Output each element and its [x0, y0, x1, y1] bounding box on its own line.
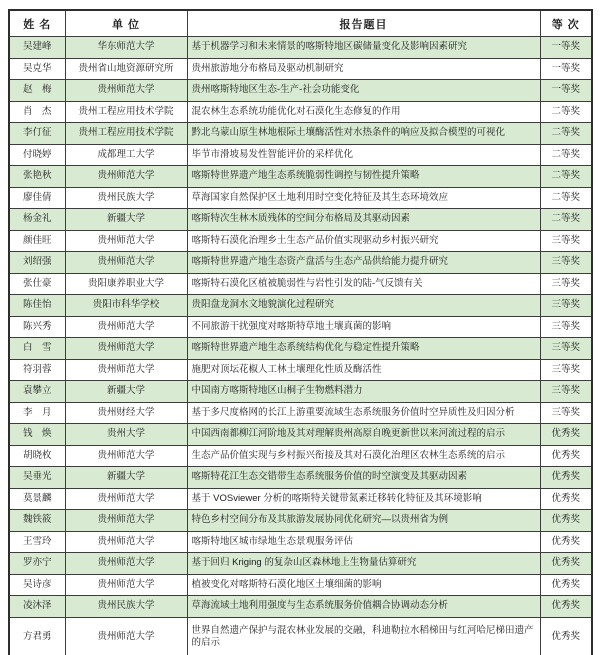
unit-cell: 贵州工程应用技术学院	[65, 123, 187, 145]
name-cell: 罗亦宁	[9, 553, 65, 575]
unit-cell: 贵州省山地资源研究所	[65, 58, 187, 80]
award-cell: 二等奖	[540, 209, 592, 231]
name-cell: 陈兴秀	[9, 316, 65, 338]
table-row	[9, 37, 592, 59]
title-cell: 基于回归 Kriging 的复杂山区森林地上生物量估算研究	[187, 553, 540, 575]
name-cell: 胡晓枚	[9, 445, 65, 467]
table-row	[9, 467, 592, 489]
title-cell: 中国西南都柳江河阶地及其对理解贵州高原自晚更新世以来河流过程的启示	[187, 424, 540, 446]
table-row	[9, 488, 592, 510]
award-cell: 二等奖	[540, 144, 592, 166]
table-row	[9, 230, 592, 252]
title-cell: 喀斯特石漠化区植被脆弱性与岩性引发的陆-气反馈有关	[187, 273, 540, 295]
table-row	[9, 316, 592, 338]
unit-cell: 贵州民族大学	[65, 596, 187, 618]
unit-cell: 贵阳康养职业大学	[65, 273, 187, 295]
name-cell: 赵 梅	[9, 80, 65, 102]
unit-cell: 贵州师范大学	[65, 359, 187, 381]
title-cell: 毕节市滑坡易发性智能评价的采样优化	[187, 144, 540, 166]
title-cell: 喀斯特花江生态交错带生态系统服务价值的时空演变及其驱动因素	[187, 467, 540, 489]
table-row	[9, 553, 592, 575]
name-cell: 李 月	[9, 402, 65, 424]
unit-cell: 贵州师范大学	[65, 553, 187, 575]
award-cell: 三等奖	[540, 273, 592, 295]
title-cell: 世界自然遗产保护与混农林业发展的交融，科迪勒拉水稻梯田与红河哈尼梯田遗产的启示	[187, 617, 540, 655]
name-cell: 方君勇	[9, 617, 65, 655]
name-cell: 颜佳旺	[9, 230, 65, 252]
title-cell: 基于机器学习和未来情景的喀斯特地区碳储量变化及影响因素研究	[187, 37, 540, 59]
table-row	[9, 252, 592, 274]
name-cell: 莫景麟	[9, 488, 65, 510]
column-header-award: 等 次	[540, 10, 592, 37]
name-cell: 白 雪	[9, 338, 65, 360]
title-cell: 特色乡村空间分布及其旅游发展协同优化研究—以贵州省为例	[187, 510, 540, 532]
award-cell: 优秀奖	[540, 553, 592, 575]
name-cell: 吴垂光	[9, 467, 65, 489]
name-cell: 张仕豪	[9, 273, 65, 295]
table-row	[9, 424, 592, 446]
title-cell: 贵州旅游地分布格局及驱动机制研究	[187, 58, 540, 80]
table-row	[9, 381, 592, 403]
title-cell: 基于 VOSviewer 分析的喀斯特关键带氮素迁移转化特征及其环境影响	[187, 488, 540, 510]
name-cell: 张艳秋	[9, 166, 65, 188]
title-cell: 不同旅游干扰强度对喀斯特草地土壤真菌的影响	[187, 316, 540, 338]
award-cell: 优秀奖	[540, 424, 592, 446]
award-cell: 一等奖	[540, 80, 592, 102]
table-row	[9, 574, 592, 596]
award-cell: 三等奖	[540, 381, 592, 403]
award-cell: 三等奖	[540, 338, 592, 360]
award-cell: 二等奖	[540, 166, 592, 188]
name-cell: 付晓婷	[9, 144, 65, 166]
award-cell: 三等奖	[540, 359, 592, 381]
award-cell: 二等奖	[540, 101, 592, 123]
unit-cell: 贵州师范大学	[65, 574, 187, 596]
title-cell: 喀斯特世界遗产地生态系统脆弱性调控与韧性提升策略	[187, 166, 540, 188]
name-cell: 刘绍强	[9, 252, 65, 274]
table-row	[9, 359, 592, 381]
unit-cell: 贵州师范大学	[65, 316, 187, 338]
award-cell: 三等奖	[540, 252, 592, 274]
table-row	[9, 101, 592, 123]
table-body	[9, 37, 592, 655]
award-cell: 一等奖	[540, 37, 592, 59]
title-cell: 贵州喀斯特地区生态-生产-社会功能变化	[187, 80, 540, 102]
award-cell: 三等奖	[540, 295, 592, 317]
name-cell: 廖佳倩	[9, 187, 65, 209]
title-cell: 黔北乌蒙山原生林地根际土壤酶活性对水热条件的响应及拟合模型的可视化	[187, 123, 540, 145]
table-row	[9, 402, 592, 424]
title-cell: 草海国家自然保护区土地利用时空变化特征及其生态环境效应	[187, 187, 540, 209]
title-cell: 中国南方喀斯特地区山桐子生物燃料潜力	[187, 381, 540, 403]
table-row	[9, 209, 592, 231]
name-cell: 陈佳怡	[9, 295, 65, 317]
name-cell: 凌沐泽	[9, 596, 65, 618]
name-cell: 吴诗彦	[9, 574, 65, 596]
title-cell: 基于多尺度格网的长江上游重要流域生态系统服务价值时空异质性及归因分析	[187, 402, 540, 424]
award-cell: 三等奖	[540, 316, 592, 338]
unit-cell: 贵州师范大学	[65, 338, 187, 360]
table-row	[9, 58, 592, 80]
name-cell: 符羽蓉	[9, 359, 65, 381]
table-row	[9, 510, 592, 532]
title-cell: 草海流域土地利用强度与生态系统服务价值耦合协调动态分析	[187, 596, 540, 618]
award-cell: 优秀奖	[540, 488, 592, 510]
column-header-name: 姓 名	[9, 10, 65, 37]
title-cell: 喀斯特石漠化治理乡土生态产品价值实现驱动乡村振兴研究	[187, 230, 540, 252]
name-cell: 钱 焕	[9, 424, 65, 446]
title-cell: 植被变化对喀斯特石漠化地区土壤细菌的影响	[187, 574, 540, 596]
table-row	[9, 166, 592, 188]
table-row	[9, 596, 592, 618]
unit-cell: 贵州工程应用技术学院	[65, 101, 187, 123]
unit-cell: 贵州师范大学	[65, 510, 187, 532]
table-header	[9, 10, 592, 37]
award-cell: 优秀奖	[540, 574, 592, 596]
award-cell: 优秀奖	[540, 617, 592, 655]
column-header-title: 报告题目	[187, 10, 540, 37]
table-row	[9, 617, 592, 655]
unit-cell: 贵州财经大学	[65, 402, 187, 424]
award-cell: 一等奖	[540, 58, 592, 80]
award-cell: 优秀奖	[540, 531, 592, 553]
table-row	[9, 295, 592, 317]
table-row	[9, 273, 592, 295]
unit-cell: 贵州师范大学	[65, 230, 187, 252]
unit-cell: 贵阳市科华学校	[65, 295, 187, 317]
title-cell: 喀斯特世界遗产地生态系统结构优化与稳定性提升策略	[187, 338, 540, 360]
unit-cell: 贵州大学	[65, 424, 187, 446]
unit-cell: 贵州师范大学	[65, 252, 187, 274]
table-row	[9, 445, 592, 467]
title-cell: 贵阳盘龙洞水文地貌演化过程研究	[187, 295, 540, 317]
awards-table	[8, 9, 593, 655]
unit-cell: 贵州师范大学	[65, 445, 187, 467]
title-cell: 喀斯特地区城市绿地生态景观服务评估	[187, 531, 540, 553]
title-cell: 混农林生态系统功能优化对石漠化生态修复的作用	[187, 101, 540, 123]
table-row	[9, 80, 592, 102]
award-cell: 二等奖	[540, 123, 592, 145]
table-row	[9, 187, 592, 209]
award-cell: 三等奖	[540, 230, 592, 252]
unit-cell: 新疆大学	[65, 209, 187, 231]
name-cell: 魏铁筱	[9, 510, 65, 532]
award-cell: 二等奖	[540, 187, 592, 209]
name-cell: 吴克华	[9, 58, 65, 80]
unit-cell: 华东师范大学	[65, 37, 187, 59]
title-cell: 施肥对顶坛花椒人工林土壤理化性质及酶活性	[187, 359, 540, 381]
title-cell: 喀斯特世界遗产地生态资产盘活与生态产品供给能力提升研究	[187, 252, 540, 274]
title-cell: 生态产品价值实现与乡村振兴衔接及其对石漠化治理区农林生态系统的启示	[187, 445, 540, 467]
award-cell: 优秀奖	[540, 445, 592, 467]
unit-cell: 成都理工大学	[65, 144, 187, 166]
table-row	[9, 123, 592, 145]
unit-cell: 贵州师范大学	[65, 488, 187, 510]
table-row	[9, 338, 592, 360]
unit-cell: 贵州师范大学	[65, 617, 187, 655]
unit-cell: 贵州民族大学	[65, 187, 187, 209]
unit-cell: 贵州师范大学	[65, 166, 187, 188]
award-cell: 优秀奖	[540, 467, 592, 489]
name-cell: 王雪玲	[9, 531, 65, 553]
award-cell: 优秀奖	[540, 510, 592, 532]
table-row	[9, 531, 592, 553]
title-cell: 喀斯特次生林木质残体的空间分布格局及其驱动因素	[187, 209, 540, 231]
header-row	[9, 10, 592, 37]
table-row	[9, 144, 592, 166]
name-cell: 肖 杰	[9, 101, 65, 123]
award-cell: 优秀奖	[540, 596, 592, 618]
unit-cell: 新疆大学	[65, 381, 187, 403]
name-cell: 袁攀立	[9, 381, 65, 403]
award-cell: 三等奖	[540, 402, 592, 424]
name-cell: 杨金礼	[9, 209, 65, 231]
name-cell: 李仃征	[9, 123, 65, 145]
unit-cell: 贵州师范大学	[65, 531, 187, 553]
column-header-unit: 单 位	[65, 10, 187, 37]
unit-cell: 新疆大学	[65, 467, 187, 489]
name-cell: 吴建峰	[9, 37, 65, 59]
unit-cell: 贵州师范大学	[65, 80, 187, 102]
